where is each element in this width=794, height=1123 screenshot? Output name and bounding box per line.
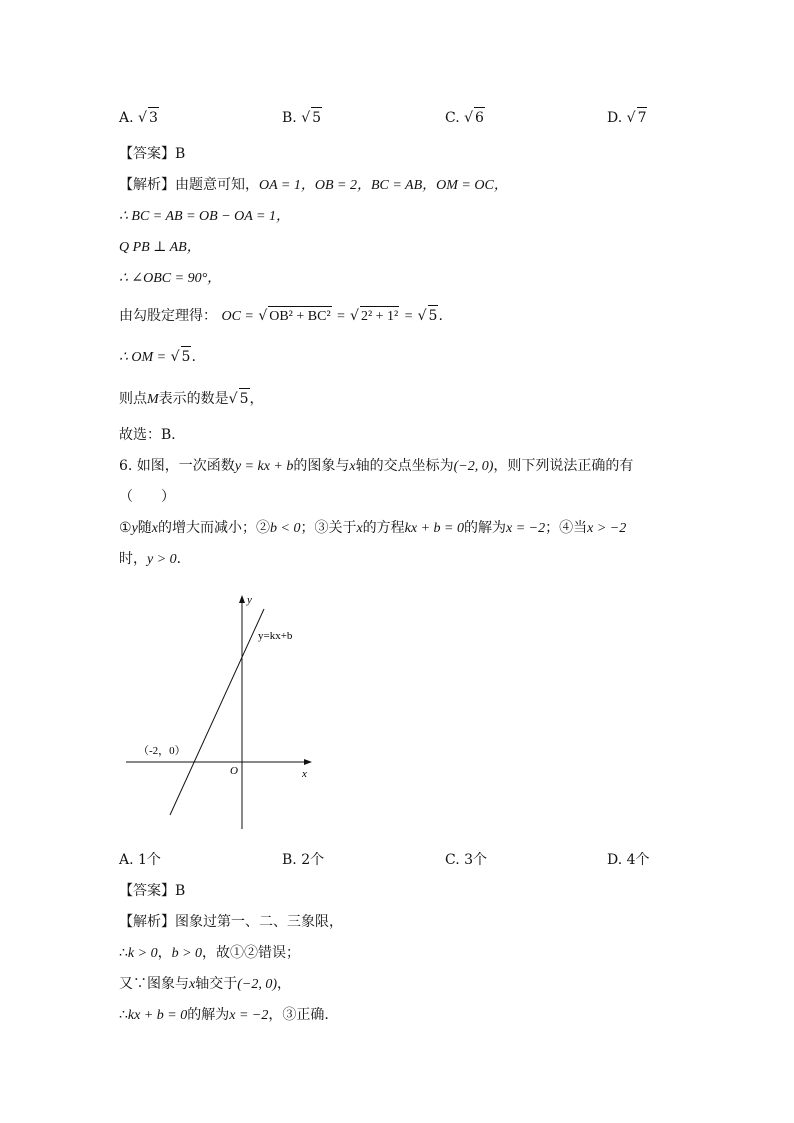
q5-analysis-line-1: 【解析】由题意可知，OA = 1，OB = 2，BC = AB，OM = OC， — [119, 177, 508, 193]
q5-option-b: B. √ 5 — [282, 107, 322, 128]
line-label: y=kx+b — [258, 630, 293, 642]
q6-analysis-line-4: ∴kx + b = 0的解为x = −2，③正确. — [119, 1007, 329, 1023]
x-axis-arrow — [304, 759, 312, 765]
q6-stem-line-1: 6. 如图，一次函数y = kx + b的图象与x轴的交点坐标为(−2, 0)，则下列说法正确的有 — [119, 458, 634, 474]
q5-option-a: A. √ 3 — [119, 107, 159, 128]
q6-option-d: D. 4个 — [607, 852, 650, 868]
origin-label: O — [230, 765, 238, 777]
q6-answer: 【答案】B — [119, 883, 186, 899]
q5-analysis-line-4: ∴ ∠OBC = 90°， — [119, 271, 222, 286]
q5-analysis-line-6: ∴ OM = √ 5. — [119, 346, 196, 368]
x-axis-label: x — [302, 768, 307, 780]
point-label: （-2，0） — [138, 745, 186, 757]
q5-option-d: D. √ 7 — [607, 107, 647, 128]
q6-stem-line-3: 时，y > 0． — [119, 551, 191, 567]
q5-analysis-line-7: 则点M表示的数是√ 5， — [119, 388, 264, 410]
q6-analysis-line-2: ∴k > 0，b > 0，故①②错误； — [119, 945, 301, 961]
q6-option-a: A. 1个 — [119, 852, 161, 868]
function-line — [170, 609, 264, 815]
q5-answer: 【答案】B — [119, 146, 186, 162]
y-axis-arrow — [239, 595, 245, 603]
q6-stem-line-2: ①y随x的增大而减小；②b < 0；③关于x的方程kx + b = 0的解为x = −2；④当x > −2 — [119, 520, 627, 536]
q6-analysis-line-1: 【解析】图象过第一、二、三象限， — [119, 914, 343, 930]
q6-answer-paren: （ ） — [119, 489, 175, 505]
q5-option-c: C. √ 6 — [445, 107, 485, 128]
y-axis-label: y — [247, 594, 252, 606]
q6-function-graph — [118, 585, 318, 835]
q6-option-b: B. 2个 — [282, 852, 325, 868]
q5-analysis-line-2: ∴ BC = AB = OB − OA = 1， — [119, 209, 291, 224]
q6-analysis-line-3: 又∵图象与x轴交于(−2, 0)， — [119, 976, 291, 992]
q5-analysis-line-3: Q PB ⊥ AB， — [119, 240, 201, 255]
q6-option-c: C. 3个 — [445, 852, 488, 868]
q5-analysis-line-5: 由勾股定理得： OC = √ OB² + BC² = √ 2² + 1² = √ 5. — [119, 305, 443, 327]
q5-conclusion: 故选：B． — [119, 427, 186, 443]
